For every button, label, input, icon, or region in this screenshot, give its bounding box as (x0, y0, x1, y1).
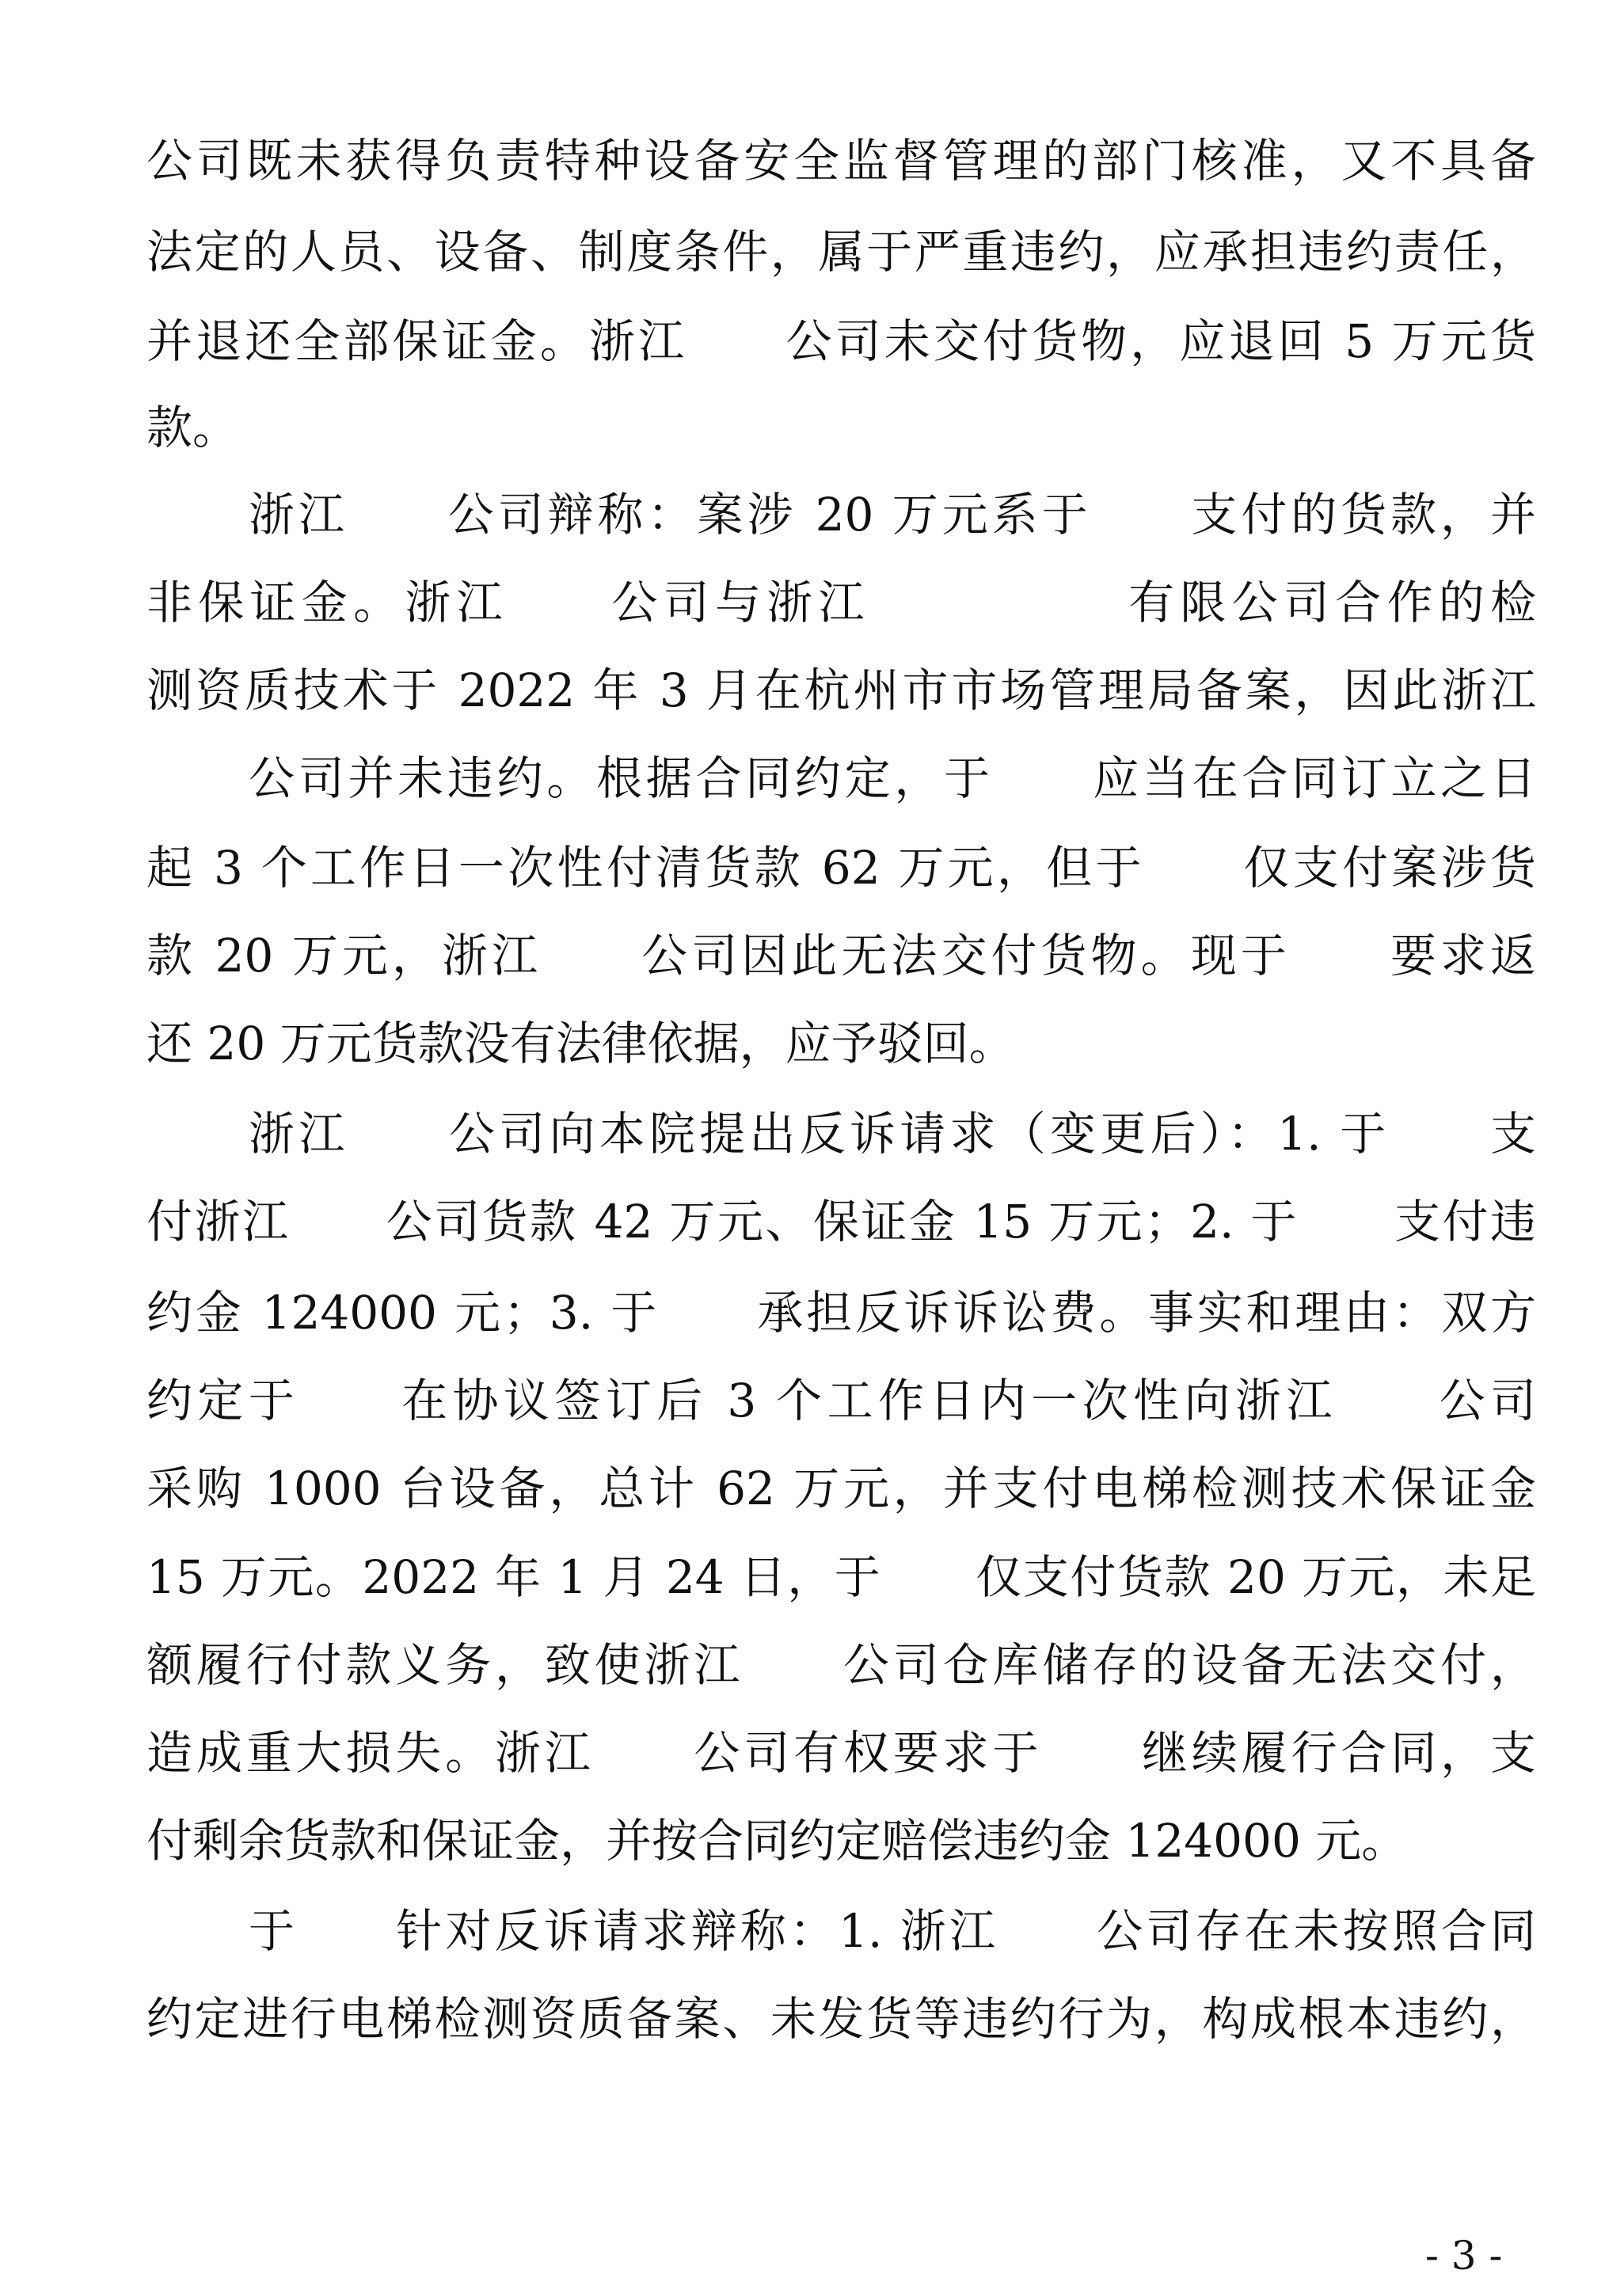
text-line: 法定的人员、设备、制度条件，属于严重违约，应承担违约责任， (146, 225, 1536, 279)
text-line: 公司并未违约。根据合同约定，于 应当在合同订立之日 (249, 751, 1536, 805)
text-line: 15 万元。2022 年 1 月 24 日，于 仅支付货款 20 万元，未足 (146, 1550, 1536, 1604)
text-line: 公司既未获得负责特种设备安全监督管理的部门核准，又不具备 (146, 134, 1536, 188)
text-line: 款。 (146, 401, 239, 454)
page-number: - 3 - (1425, 2233, 1503, 2279)
text-line: 测资质技术于 2022 年 3 月在杭州市市场管理局备案，因此浙江 (146, 663, 1536, 717)
text-line: 约定进行电梯检测资质备案、未发货等违约行为，构成根本违约， (146, 1992, 1536, 2046)
text-line: 约定于 在协议签订后 3 个工作日内一次性向浙江 公司 (146, 1374, 1536, 1427)
text-line: 起 3 个工作日一次性付清货款 62 万元，但于 仅支付案涉货 (146, 841, 1536, 895)
text-line: 付剩余货款和保证金，并按合同约定赔偿违约金 124000 元。 (146, 1814, 1408, 1868)
text-line: 浙江 公司向本院提出反诉请求（变更后）：1. 于 支 (249, 1107, 1536, 1161)
text-line: 于 针对反诉请求辩称：1. 浙江 公司存在未按照合同 (249, 1904, 1536, 1958)
text-line: 款 20 万元，浙江 公司因此无法交付货物。现于 要求返 (146, 929, 1536, 983)
text-line: 还 20 万元货款没有法律依据，应予驳回。 (146, 1017, 1015, 1070)
text-line: 采购 1000 台设备，总计 62 万元，并支付电梯检测技术保证金 (146, 1462, 1536, 1515)
text-line: 约金 124000 元；3. 于 承担反诉诉讼费。事实和理由：双方 (146, 1286, 1536, 1340)
text-line: 并退还全部保证金。浙江 公司未交付货物，应退回 5 万元货 (146, 314, 1536, 368)
text-line: 造成重大损失。浙江 公司有权要求于 继续履行合同，支 (146, 1726, 1536, 1780)
text-line: 非保证金。浙江 公司与浙江 有限公司合作的检 (146, 576, 1536, 629)
text-line: 额履行付款义务，致使浙江 公司仓库储存的设备无法交付， (146, 1638, 1536, 1692)
text-line: 浙江 公司辩称：案涉 20 万元系于 支付的货款，并 (249, 488, 1536, 542)
text-line: 付浙江 公司货款 42 万元、保证金 15 万元；2. 于 支付违 (146, 1195, 1536, 1249)
